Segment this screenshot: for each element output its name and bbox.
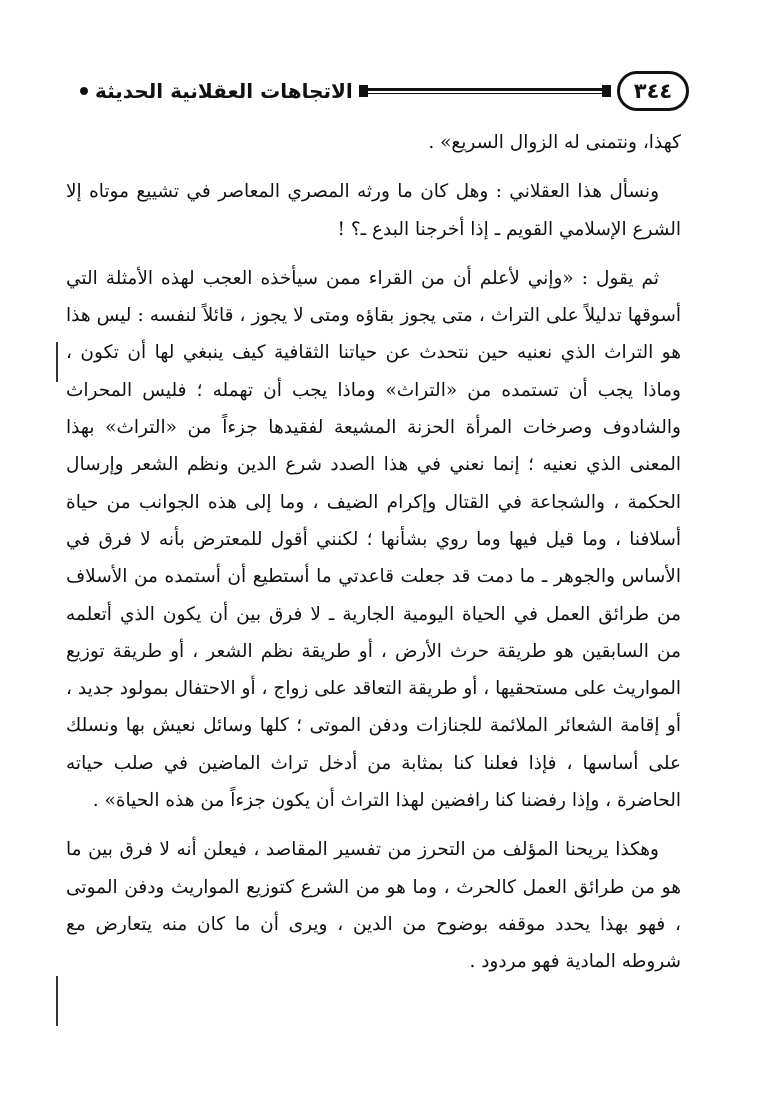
paragraph-quotation: ثم يقول : «وإني لأعلم أن من القراء ممن سيأخذه العجب لهذه الأمثلة التي أسوقها تدليلاً على التراث ، متى يجوز بقاؤه ومتى لا يجوز ، قائلاً لنفسه : ليس هذا هو التراث الذي نعنيه حين نتحدث عن حياتنا الثقافية كيف ينبغي لها أن تكون ، وماذا يجب أن تستمده من «التراث» وماذا يجب أن تهمله ؛ فليس المحراث والشادوف وصرخات المرأة الحزنة المشيعة لفقيدها جزءاً من «التراث» بهذا المعنى الذي نعنيه ؛ إنما نعني في هذا الصدد شرع الدين ونظم الشعر وإرسال الحكمة ، والشجاعة في القتال وإكرام الضيف ، وما إلى هذه الجوانب من حياة أسلافنا ، وما قيل فيها وما روي بشأنها ؛ لكنني أقول للمعترض بأنه لا فرق في الأساس والجوهر ـ ما دمت قد جعلت قاعدتي ما أستطيع أن أستمده من الأسلاف من طرائق العمل في الحياة اليومية الجارية ـ لا فرق بين أن يكون الذي أتعلمه من السابقين هو طريقة حرث الأرض ، أو طريقة نظم الشعر ، أو طريقة توزيع المواريث على مستحقيها ، أو طريقة التعاقد على زواج ، أو الاحتفال بمولود جديد ، أو إقامة الشعائر الملائمة للجنازات ودفن الموتى ؛ كلها وسائل نعيش بها ونسلك على أساسها ، فإذا فعلنا كنا بمثابة من أدخل تراث الماضين في صلب حياته الحاضرة ، وإذا رفضنا كنا رافضين لهذا التراث أن يكون جزءاً من هذه الحياة» . — [66, 267, 681, 812]
running-title-text: الاتجاهات العقلانية الحديثة — [95, 79, 353, 103]
bullet-icon — [80, 87, 88, 95]
paragraph-conclusion: وهكذا يريحنا المؤلف من التحرز من تفسير المقاصد ، فيعلن أنه لا فرق بين ما هو من طرائق العمل كالحرث ، وما هو من الشرع كتوزيع المواريث ودفن الموتى ، فهو بهذا يحدد موقفه بوضوح من الدين ، ويرى أن ما كان منه يتعارض مع شروطه المادية فهو مردود . — [66, 839, 681, 973]
page-number: ٣٤٤ — [617, 71, 689, 111]
running-title — [80, 79, 353, 103]
paragraph-continuation: كهذا، ونتمنى له الزوال السريع» . — [428, 132, 681, 153]
header-rule-thick-line — [359, 88, 611, 91]
body-text — [66, 124, 681, 981]
margin-mark — [56, 342, 58, 382]
paragraph-question: ونسأل هذا العقلاني : وهل كان ما ورثه المصري المعاصر في تشييع موتاه إلا الشرع الإسلامي القويم ـ إذا أخرجنا البدع ـ؟ ! — [66, 181, 681, 240]
header-rule-thin-line — [359, 93, 611, 95]
header-rule-left-cap — [359, 85, 368, 97]
header-rule — [359, 87, 611, 96]
page-header — [80, 68, 689, 114]
header-rule-right-cap — [602, 85, 611, 97]
margin-mark — [56, 976, 58, 1026]
